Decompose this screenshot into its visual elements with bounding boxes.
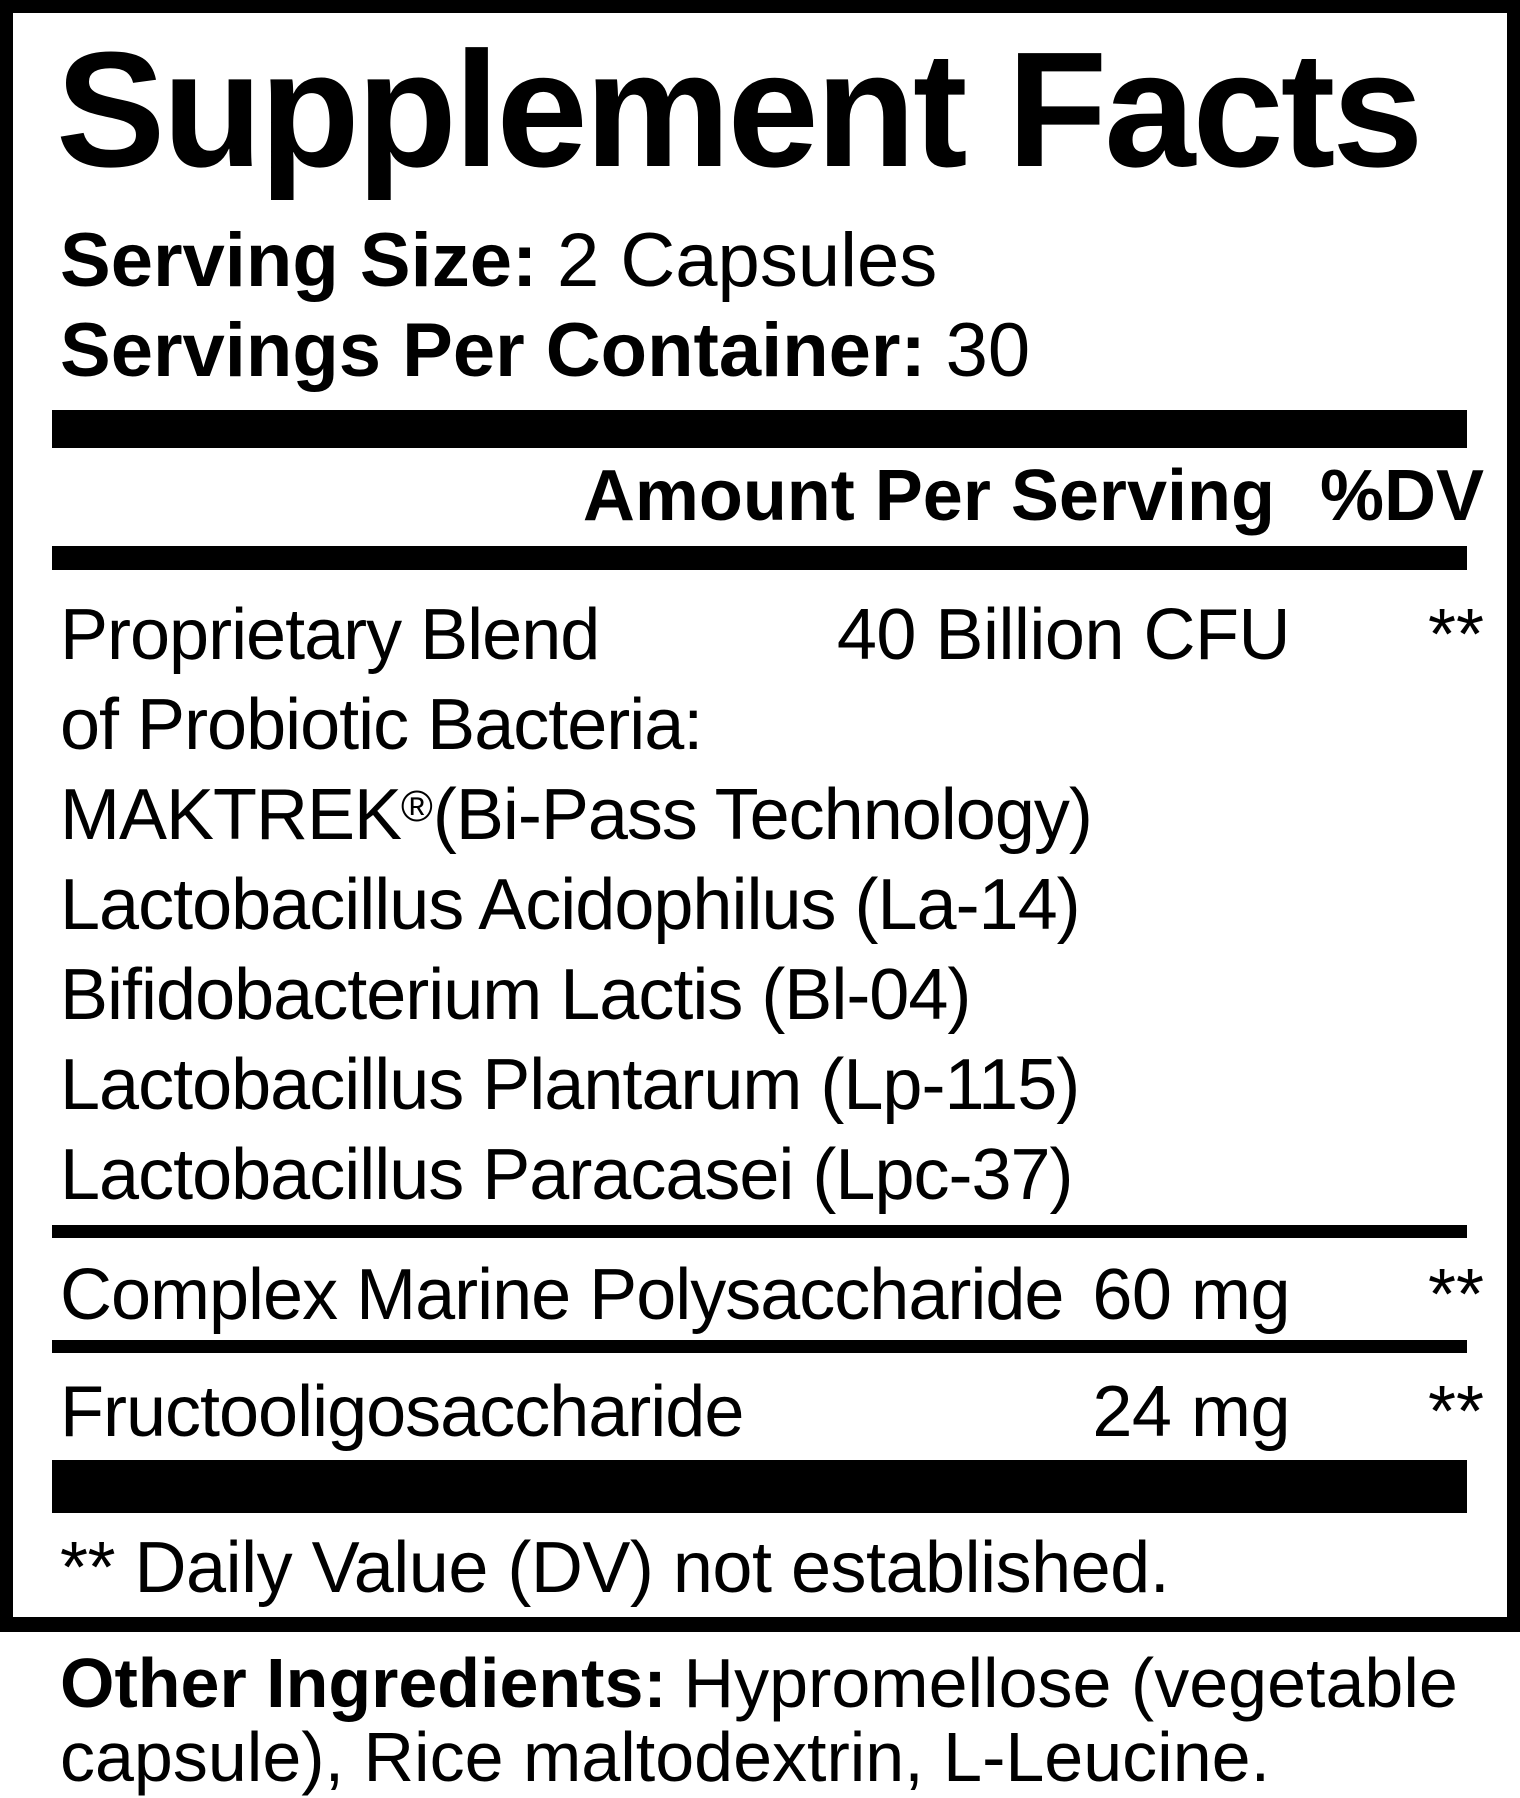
- serving-size-row: [60, 218, 938, 303]
- blend-strain-4: Lactobacillus Paracasei (Lpc-37): [60, 1135, 1073, 1215]
- complex-dv: **: [1427, 1255, 1484, 1335]
- blend-name-line-1: Proprietary Blend: [60, 595, 600, 675]
- daily-value-footnote: ** Daily Value (DV) not established.: [60, 1528, 1170, 1608]
- servings-per-container-value: 30: [945, 308, 1031, 393]
- other-ingredients-line-2: capsule), Rice maltodextrin, L-Leucine.: [60, 1718, 1271, 1796]
- servings-per-container-row: [60, 308, 1031, 393]
- other-ingredients-line-1: [60, 1646, 1458, 1720]
- serving-size-value: 2 Capsules: [557, 218, 938, 303]
- registered-trademark-symbol: ®: [401, 782, 433, 831]
- complex-amount: 60 mg: [1092, 1255, 1290, 1335]
- complex-name: Complex Marine Polysaccharide: [60, 1255, 1064, 1335]
- thin-divider-fructo: [52, 1340, 1467, 1353]
- blend-strain-1: Lactobacillus Acidophilus (La-14): [60, 865, 1080, 945]
- maktrek-name: MAKTREK: [60, 775, 402, 855]
- column-header-row: [582, 456, 1484, 536]
- fructo-amount: 24 mg: [1092, 1372, 1290, 1452]
- fructo-name: Fructooligosaccharide: [60, 1372, 744, 1452]
- serving-size-label: Serving Size:: [60, 218, 538, 303]
- maktrek-technology: (Bi-Pass Technology): [432, 775, 1092, 855]
- other-ingredients-section: [60, 1646, 1458, 1794]
- fructo-dv: **: [1427, 1372, 1484, 1452]
- blend-name-line-2: of Probiotic Bacteria:: [60, 685, 703, 765]
- thick-divider-bottom: [52, 1460, 1467, 1513]
- supplement-facts-title: Supplement Facts: [56, 18, 1421, 201]
- dv-header: %DV: [1319, 456, 1484, 536]
- blend-maktrek-line: [60, 775, 1092, 855]
- thin-divider-complex: [52, 1225, 1467, 1238]
- blend-amount: 40 Billion CFU: [836, 595, 1290, 675]
- other-ingredients-text-1: Hypromellose (vegetable: [683, 1644, 1458, 1722]
- thick-divider-top: [52, 410, 1467, 448]
- other-ingredients-label: Other Ingredients:: [60, 1644, 667, 1722]
- amount-per-serving-header: Amount Per Serving: [582, 456, 1275, 536]
- blend-dv: **: [1427, 595, 1484, 675]
- thin-divider-header: [52, 546, 1467, 570]
- blend-strain-3: Lactobacillus Plantarum (Lp-115): [60, 1045, 1080, 1125]
- blend-strain-2: Bifidobacterium Lactis (Bl-04): [60, 955, 971, 1035]
- servings-per-container-label: Servings Per Container:: [60, 308, 926, 393]
